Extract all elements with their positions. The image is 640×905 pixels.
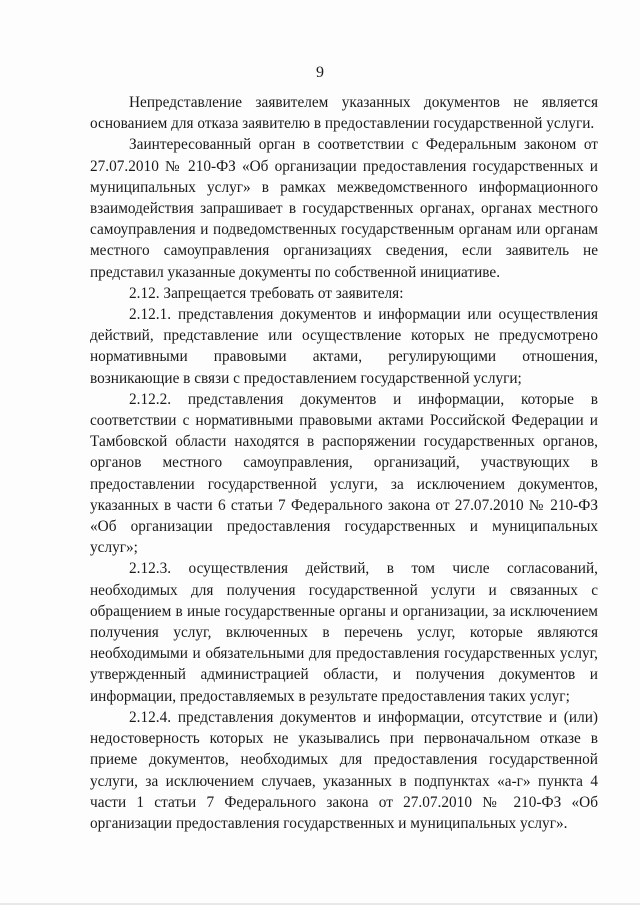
- page-number: 9: [316, 64, 324, 81]
- clause-2-12-2: 2.12.2. представления документов и информации, которые в соответствии с нормативными правовыми актами Российской Федерации и Тамбовской области находятся в распоряжении государственных органов, органов местного самоуправления, организаций, участвующих в предоставлении государственной услуги, за исключением документов, указанных в части 6 статьи 7 Федерального закона от 27.07.2010 № 210-ФЗ «Об организации предоставления государственных и муниципальных услуг»;: [90, 390, 598, 557]
- section-2-12-heading: 2.12. Запрещается требовать от заявителя:: [129, 284, 404, 302]
- clause-2-12-3: 2.12.3. осуществления действий, в том числе согласований, необходимых для получения государственной услуги и связанных с обращением в иные государственные органы и организации, за исключением получения услуг, включенных в перечень услуг, которые являются необходимыми и обязательными для предоставления государственных услуг, утвержденный администрацией области, и получения документов и информации, предоставляемых в результате предоставления таких услуг;: [90, 560, 598, 705]
- clause-2-12-1: 2.12.1. представления документов и информации или осуществления действий, представление или осуществление которых не предусмотрено нормативными правовыми актами, регулирующими отношения, возникающие в связи с предоставлением государственной услуги;: [90, 306, 598, 387]
- clause-2-12-4: 2.12.4. представления документов и информации, отсутствие и (или) недостоверность которых не указывались при первоначальном отказе в приеме документов, необходимых для предоставления государственной услуги, за исключением случаев, указанных в подпунктах «а-г» пункта 4 части 1 статьи 7 Федерального закона от 27.07.2010 № 210-ФЗ «Об организации предоставления государственных и муниципальных услуг».: [90, 708, 598, 832]
- paragraph-1: Непредставление заявителем указанных документов не является основанием для отказа заявителю в предоставлении государственной услуги.: [90, 94, 598, 133]
- document-body: [90, 92, 598, 834]
- paragraph-2: Заинтересованный орган в соответствии с Федеральным законом от 27.07.2010 № 210-ФЗ «Об организации предоставления государственных и муниципальных услуг» в рамках межведомственного информационного взаимодействия запрашивает в государственных органах, органах местного самоуправления и подведомственных государственным органам или органам местного самоуправления организациях сведения, если заявитель не представил указанные документы по собственной инициативе.: [90, 136, 598, 281]
